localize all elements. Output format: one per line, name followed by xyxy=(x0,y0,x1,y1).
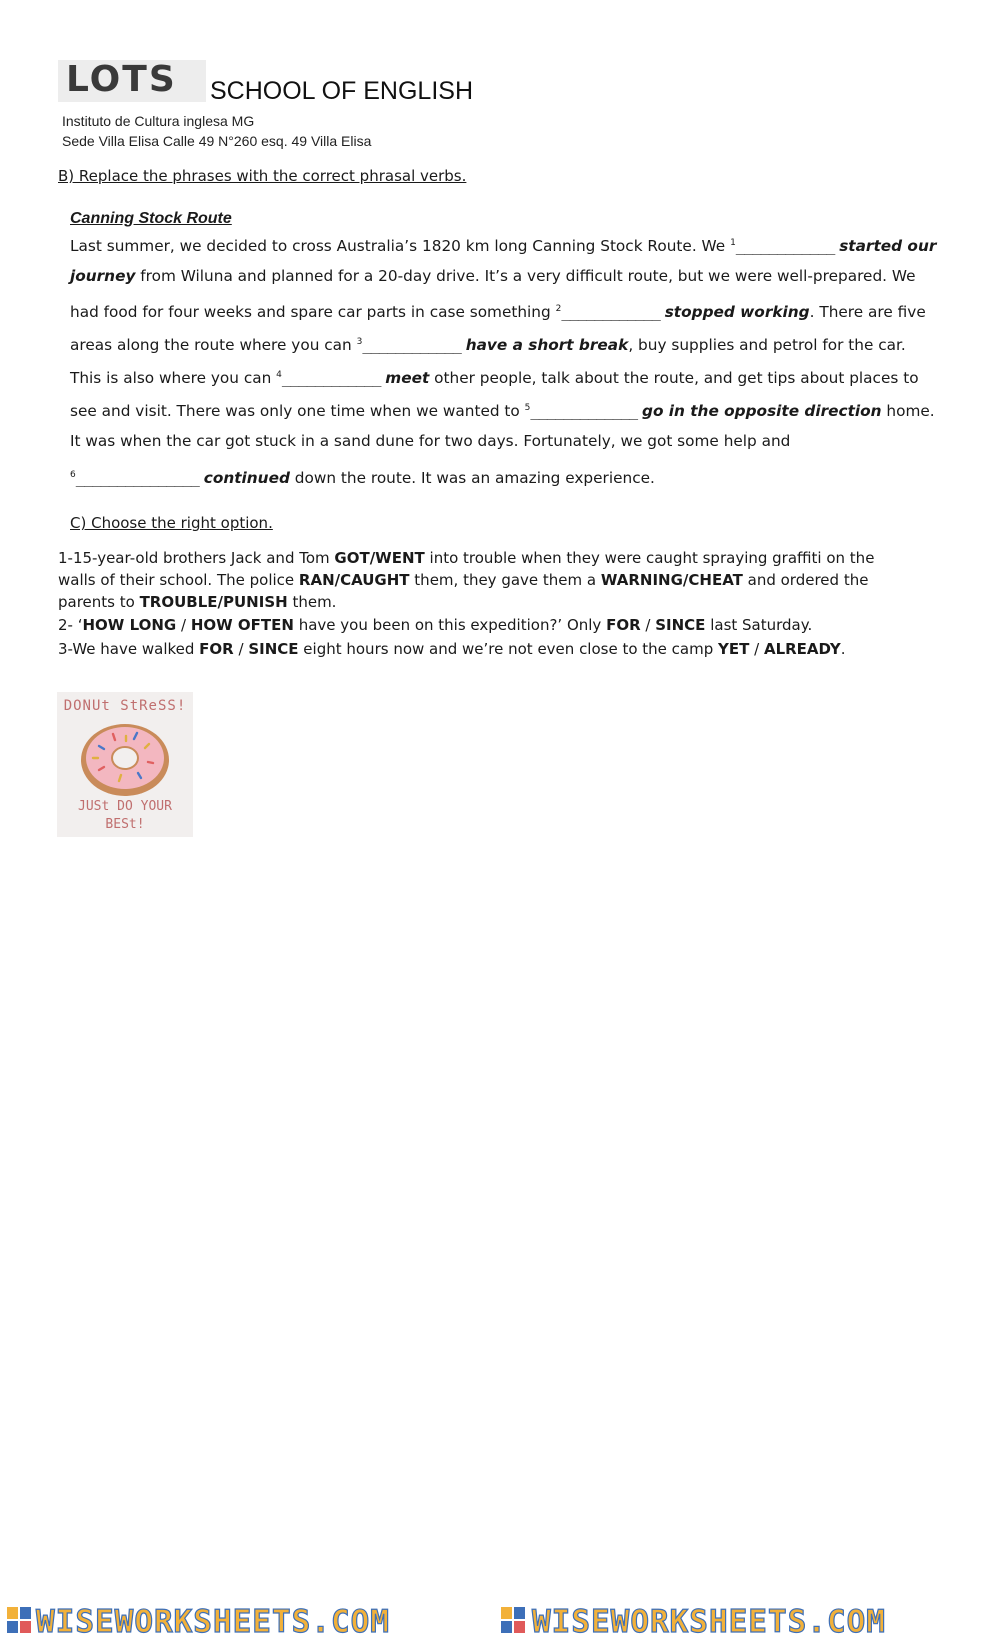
question-1-line-3: parents to TROUBLE/PUNISH them. xyxy=(58,593,337,611)
story-line-2: journey from Wiluna and planned for a 20-day drive. It’s a very difficult route, but we were well-prepared. We xyxy=(70,267,916,285)
option-how-long[interactable]: HOW LONG xyxy=(82,616,177,634)
sticker-bottom-text: JUSt DO YOUR BESt! xyxy=(78,799,172,832)
option-for[interactable]: FOR xyxy=(606,616,641,634)
story-line-3: had food for four weeks and spare car parts in case something $^2$____________ stopped working. There are five xyxy=(70,303,926,321)
story-line-6: see and visit. There was only one time when we wanted to $^5$_____________ go in the opposite direction home. xyxy=(70,402,935,420)
school-address: Sede Villa Elisa Calle 49 N°260 esq. 49 Villa Elisa xyxy=(62,133,372,149)
institute-name: Instituto de Cultura inglesa MG xyxy=(62,113,255,129)
school-name: SCHOOL OF ENGLISH xyxy=(210,77,474,105)
story-title: Canning Stock Route xyxy=(70,210,232,227)
story-line-8: $^6$_______________ continued down the route. It was an amazing experience. xyxy=(70,469,655,487)
watermark-logo-icon xyxy=(500,1606,526,1634)
option-since[interactable]: SINCE xyxy=(248,640,299,658)
answer-blank-3[interactable]: ____________ xyxy=(362,336,461,354)
answer-blank-2[interactable]: ____________ xyxy=(561,303,660,321)
watermark-text: WISEWORKSHEETS.COM xyxy=(36,1604,390,1640)
option-got-went[interactable]: GOT/WENT xyxy=(334,549,425,567)
option-yet[interactable]: YET xyxy=(718,640,750,658)
question-2: 2- ‘HOW LONG / HOW OFTEN have you been on this expedition?’ Only FOR / SINCE last Saturday. xyxy=(58,616,813,634)
question-1-line-1: 1-15-year-old brothers Jack and Tom GOT/WENT into trouble when they were caught spraying graffiti on the xyxy=(58,549,875,567)
story-line-7: It was when the car got stuck in a sand dune for two days. Fortunately, we got some help and xyxy=(70,432,791,450)
option-trouble-punish[interactable]: TROUBLE/PUNISH xyxy=(139,593,288,611)
answer-blank-4[interactable]: ____________ xyxy=(281,369,381,387)
question-3: 3-We have walked FOR / SINCE eight hours now and we’re not even close to the camp YET / ALREADY. xyxy=(58,640,846,658)
option-ran-caught[interactable]: RAN/CAUGHT xyxy=(298,571,410,589)
option-already[interactable]: ALREADY xyxy=(763,640,841,658)
option-since[interactable]: SINCE xyxy=(655,616,706,634)
donut-sticker xyxy=(57,692,193,837)
watermark-logo-icon xyxy=(6,1606,32,1634)
option-how-often[interactable]: HOW OFTEN xyxy=(190,616,294,634)
section-b-heading: B) Replace the phrases with the correct phrasal verbs. xyxy=(58,167,467,185)
story-line-5: This is also where you can $^4$____________ meet other people, talk about the route, and get tips about places to xyxy=(70,369,919,387)
answer-blank-6[interactable]: _______________ xyxy=(75,469,199,487)
donut-icon xyxy=(79,718,171,798)
watermark-text: WISEWORKSHEETS.COM xyxy=(532,1604,886,1640)
story-line-4: areas along the route where you can $^3$____________ have a short break, buy supplies and petrol for the car. xyxy=(70,336,906,354)
option-for[interactable]: FOR xyxy=(199,640,234,658)
answer-blank-5[interactable]: _____________ xyxy=(530,402,638,420)
question-1-line-2: walls of their school. The police RAN/CAUGHT them, they gave them a WARNING/CHEAT and ordered the xyxy=(58,571,869,589)
footer-watermark xyxy=(0,1598,1000,1643)
section-c-heading: C) Choose the right option. xyxy=(70,514,273,532)
story-line-1: Last summer, we decided to cross Australia’s 1820 km long Canning Stock Route. We $^1$____________ started our xyxy=(70,237,937,255)
option-warning-cheat[interactable]: WARNING/CHEAT xyxy=(600,571,743,589)
sticker-top-text: DONUt StReSS! xyxy=(63,698,187,714)
school-logo: LOTS xyxy=(66,59,177,100)
answer-blank-1[interactable]: ____________ xyxy=(735,237,835,255)
